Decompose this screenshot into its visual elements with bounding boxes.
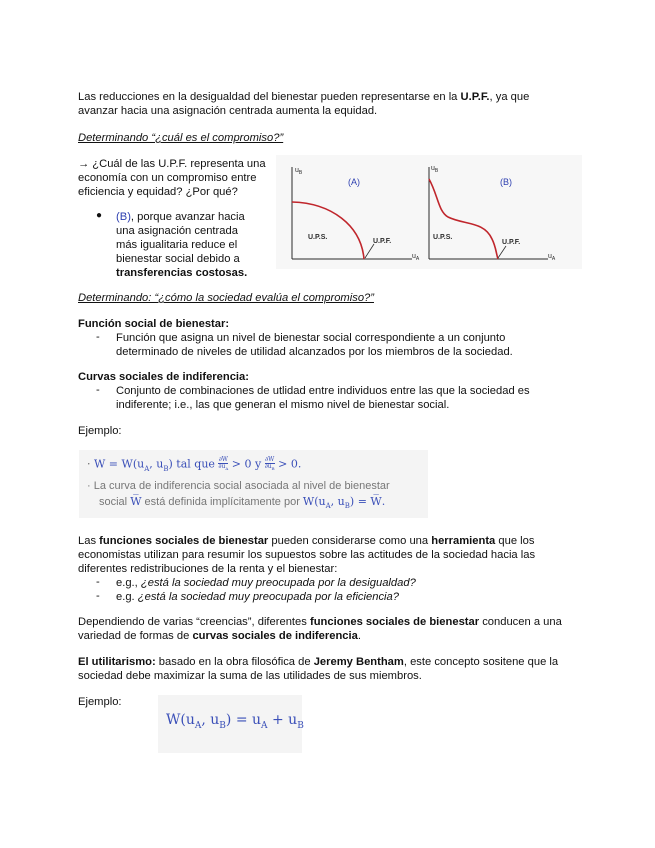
panel-a [292, 167, 420, 262]
csi-line-1: Conjunto de combinaciones de utlidad entre individuos entre las que la sociedad es [116, 385, 530, 397]
fsb-para-line-1: Las funciones sociales de bienestar pueden considerarse como una herramienta que los [78, 535, 535, 547]
fsb-para-line-2: economistas utilizan para resumir los supuestos sobre las actitudes de la sociedad hacia las [78, 549, 536, 561]
example-line-1: · $W = W(u_A$, $u_B$) tal que $\frac{\partial W}{\partial u_A}$ > 0 y $\frac{\partial W}{\partial u_B}$ > 0. [87, 456, 302, 473]
panel-a-curve [292, 202, 364, 259]
panel-b-ups: U.P.S. [433, 234, 453, 241]
panel-a-ups: U.P.S. [308, 234, 328, 241]
example-line-3: social W̅ está definida implícitamente por $W(u_A$, $u_B$) = W̅. [99, 495, 386, 511]
answer-line-1 [116, 210, 266, 224]
example-line-2: · La curva de indiferencia social asociada al nivel de bienestar [87, 480, 390, 492]
question-line-2: economía con un compromiso entre [78, 172, 257, 184]
panel-b-upf: U.P.F. [502, 239, 521, 246]
fsb-para-item-1: - e.g., ¿está la sociedad muy preocupada por la desigualdad? [96, 576, 416, 589]
csi-item [96, 384, 566, 412]
utilitarismo-line-2: sociedad debe maximizar la suma de las utilidades de sus miembros. [78, 670, 422, 682]
utilitarian-formula: $W(u_A$, $u_B) = u_A + u_B$ [166, 712, 304, 731]
panel-a-xlabel: $u_A$ [412, 253, 420, 262]
fsb-title: Función social de bienestar: [78, 318, 230, 330]
fsb-line-1: Función que asigna un nivel de bienestar social correspondiente a un conjunto [116, 332, 506, 344]
panel-b-xlabel: $u_A$ [548, 253, 556, 262]
ejemplo-label-1: Ejemplo: [78, 425, 122, 437]
answer-text: , porque avanzar hacia [130, 211, 245, 223]
intro-text: Las reducciones en la desigualdad del bienestar pueden representarse en la [78, 91, 461, 103]
intro-text-post: , ya que [489, 91, 530, 103]
section-title-evalua: Determinando: “¿cómo la sociedad evalúa el compromiso?” [78, 292, 374, 304]
intro-line-1 [78, 90, 529, 104]
answer-line-2: una asignación centrada [116, 225, 238, 237]
creencias-line-2: variedad de formas de curvas sociales de indiferencia. [78, 630, 361, 642]
utilitarismo-line-1: El utilitarismo: basado en la obra filosófica de Jeremy Bentham, este concepto sositene que la [78, 656, 559, 668]
csi-title: Curvas sociales de indiferencia: [78, 371, 249, 383]
panel-b [429, 165, 556, 262]
panel-a-upf: U.P.F. [373, 238, 392, 245]
panel-b-title: (B) [500, 177, 512, 187]
question-line-1: → ¿Cuál de las U.P.F. representa una [78, 158, 266, 170]
fsb-para-item-2: - e.g. ¿está la sociedad muy preocupada por la eficiencia? [96, 590, 399, 603]
fsb-dash: - [96, 331, 100, 343]
intro-line-2: avanzar hacia una asignación centrada aumenta la equidad. [78, 105, 378, 117]
panel-a-pointer [365, 244, 374, 258]
question-line-3: eficiencia y equidad? ¿Por qué? [78, 186, 238, 198]
section-title-compromiso: Determinando “¿cuál es el compromiso?” [78, 132, 284, 144]
panel-b-curve [429, 179, 498, 259]
csi-dash: - [96, 384, 100, 396]
fsb-para-line-3: diferentes redistribuciones de la renta y el bienestar: [78, 563, 338, 575]
example-box [79, 450, 428, 518]
answer-b: (B) [116, 211, 131, 223]
csi-line-2: indiferente; i.e., las que generan el mismo nivel de bienestar social. [116, 399, 450, 411]
fsb-line-2: determinado de niveles de utilidad alcanzados por los miembros de la sociedad. [116, 346, 513, 358]
upf-diagram-svg [276, 155, 582, 269]
bullet-dot: ● [96, 210, 103, 221]
panel-b-ylabel: $u_B$ [431, 165, 439, 174]
upf-diagram [276, 155, 582, 269]
answer-line-4: bienestar social debido a [116, 253, 240, 265]
creencias-line-1: Dependiendo de varias “creencias”, diferentes funciones sociales de bienestar conducen a una [78, 616, 562, 628]
ejemplo-label-2: Ejemplo: [78, 696, 122, 708]
answer-line-3: más igualitaria reduce el [116, 239, 238, 251]
panel-b-pointer [498, 246, 506, 258]
answer-bullet [96, 210, 266, 280]
formula-box [158, 695, 302, 753]
intro-upf: U.P.F. [460, 91, 490, 103]
fsb-item [96, 331, 566, 359]
answer-line-5: transferencias costosas. [116, 267, 248, 279]
panel-a-ylabel: $u_B$ [295, 167, 303, 176]
panel-a-title: (A) [348, 177, 360, 187]
